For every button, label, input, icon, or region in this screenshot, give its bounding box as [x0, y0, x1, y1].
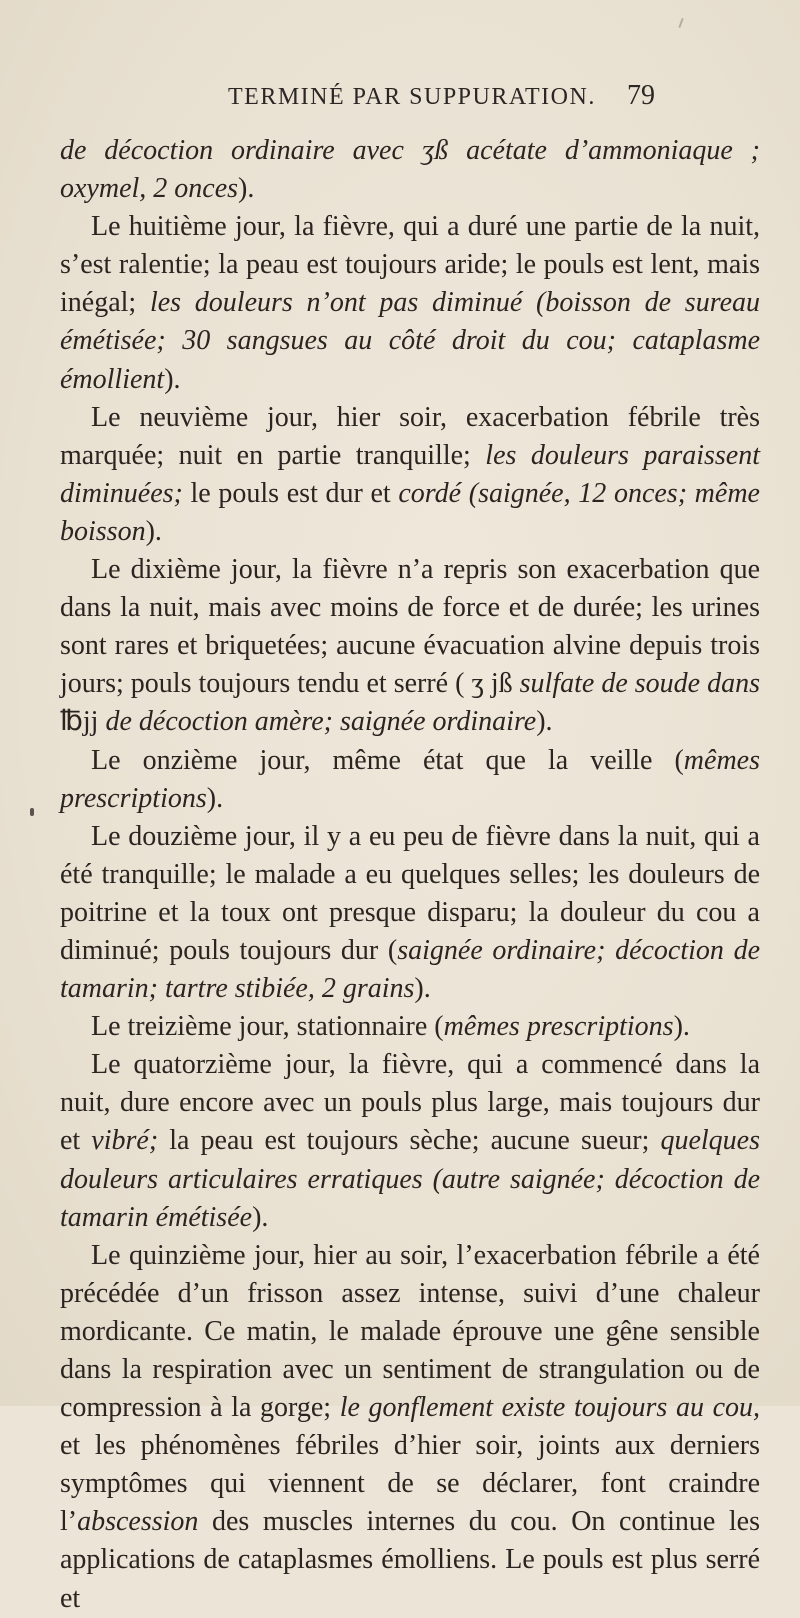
text-segment: Le quinzième jour, hier au soir, l’exacerbation fébrile a été précédée d’un frisson assez intense, suivi d’une chaleur mordicante. Ce matin, le malade éprouve une gêne sensible dans la respiration avec un sentiment de strangulation ou de compression à la gorge; [60, 1239, 760, 1424]
text-segment: Le quatorzième jour, la fièvre, qui a commencé dans la nuit, dure encore avec un pouls plus large, mais toujours dur et [60, 1049, 760, 1157]
text-segment: Le douzième jour, il y a eu peu de fièvre dans la nuit, qui a été tranquille; le malade a eu quelques selles; les douleurs de poitrine et la toux ont presque disparu; la douleur du cou a diminué; pouls toujours dur ( [60, 820, 760, 966]
italic-text-segment: les douleurs n’ont pas diminué (boisson de sureau émétisée; 30 sangsues au côté droit du cou; cataplasme émollient [60, 287, 760, 395]
italic-text-segment: cordé (saignée, 12 onces; même boisson [60, 477, 760, 547]
text-segment: Le treizième jour, stationnaire ( [91, 1011, 444, 1043]
paragraph [60, 551, 760, 741]
paragraph [60, 399, 760, 551]
italic-text-segment: le gonflement existe toujours au cou, [339, 1392, 760, 1424]
paragraph [60, 1046, 760, 1236]
text-segment: ). [164, 363, 181, 395]
paragraph [60, 818, 760, 1008]
italic-text-segment: de décoction ordinaire avec ʒß acétate d’ammoniaque ; oxymel, 2 onces [60, 135, 760, 205]
paragraph [60, 132, 760, 208]
text-segment: ). [206, 782, 224, 814]
text-segment: Le dixième jour, la fièvre n’a repris son exacerbation que dans la nuit, mais avec moins de force et de durée; les urines sont rares et briquetées; aucune évacuation alvine depuis trois jours; pouls toujours tendu et serré ( ʒ jß [60, 554, 760, 700]
text-segment: Le neuvième jour, hier soir, exacerbation fébrile très marquée; nuit en partie tranquille; [60, 401, 760, 471]
italic-text-segment: mêmes prescriptions [443, 1011, 674, 1043]
text-segment: ). [414, 973, 431, 1005]
paragraph [60, 208, 760, 398]
text-segment: ). [252, 1201, 269, 1233]
margin-mark [30, 808, 34, 816]
italic-text-segment: vibré; [91, 1125, 159, 1157]
text-segment: ). [145, 515, 162, 547]
text-segment: ℔jj [60, 706, 106, 738]
paragraph [60, 1008, 760, 1046]
italic-text-segment: sulfate de soude dans [519, 668, 760, 700]
italic-text-segment: de décoction amère; saignée ordinaire [105, 706, 537, 738]
body-text [60, 132, 760, 1618]
text-segment: Le huitième jour, la fièvre, qui a duré une partie de la nuit, s’est ralentie; la peau est toujours aride; le pouls est lent, mais inégal; [60, 211, 760, 319]
text-segment: le pouls est dur et [182, 477, 399, 509]
text-segment: des muscles internes du cou. On continue les applications de cataplasmes émolliens. Le pouls est plus serré et [60, 1506, 760, 1614]
italic-text-segment: saignée ordinaire; décoction de tamarin; tartre stibiée, 2 grains [60, 934, 760, 1005]
italic-text-segment: abscession [77, 1506, 199, 1538]
italic-text-segment: quelques douleurs articulaires erratiques (autre saignée; décoction de tamarin émétisée [60, 1125, 760, 1233]
text-segment: ). [238, 173, 255, 205]
text-segment: ). [536, 706, 553, 738]
text-segment: ). [673, 1011, 690, 1043]
running-head: TERMINÉ PAR SUPPURATION. [228, 84, 596, 110]
paper-speck [678, 18, 683, 28]
italic-text-segment: les douleurs paraissent diminuées; [60, 439, 761, 509]
text-segment: et les phénomènes fébriles d’hier soir, joints aux derniers symptômes qui viennent de se déclarer, font craindre l’ [60, 1430, 760, 1538]
paragraph [60, 742, 760, 818]
page-number: 79 [627, 80, 655, 111]
paragraph [60, 1237, 760, 1618]
italic-text-segment: mêmes prescriptions [60, 744, 760, 814]
text-segment: Le onzième jour, même état que la veille ( [91, 744, 684, 776]
text-segment: la peau est toujours sèche; aucune sueur; [158, 1125, 661, 1157]
